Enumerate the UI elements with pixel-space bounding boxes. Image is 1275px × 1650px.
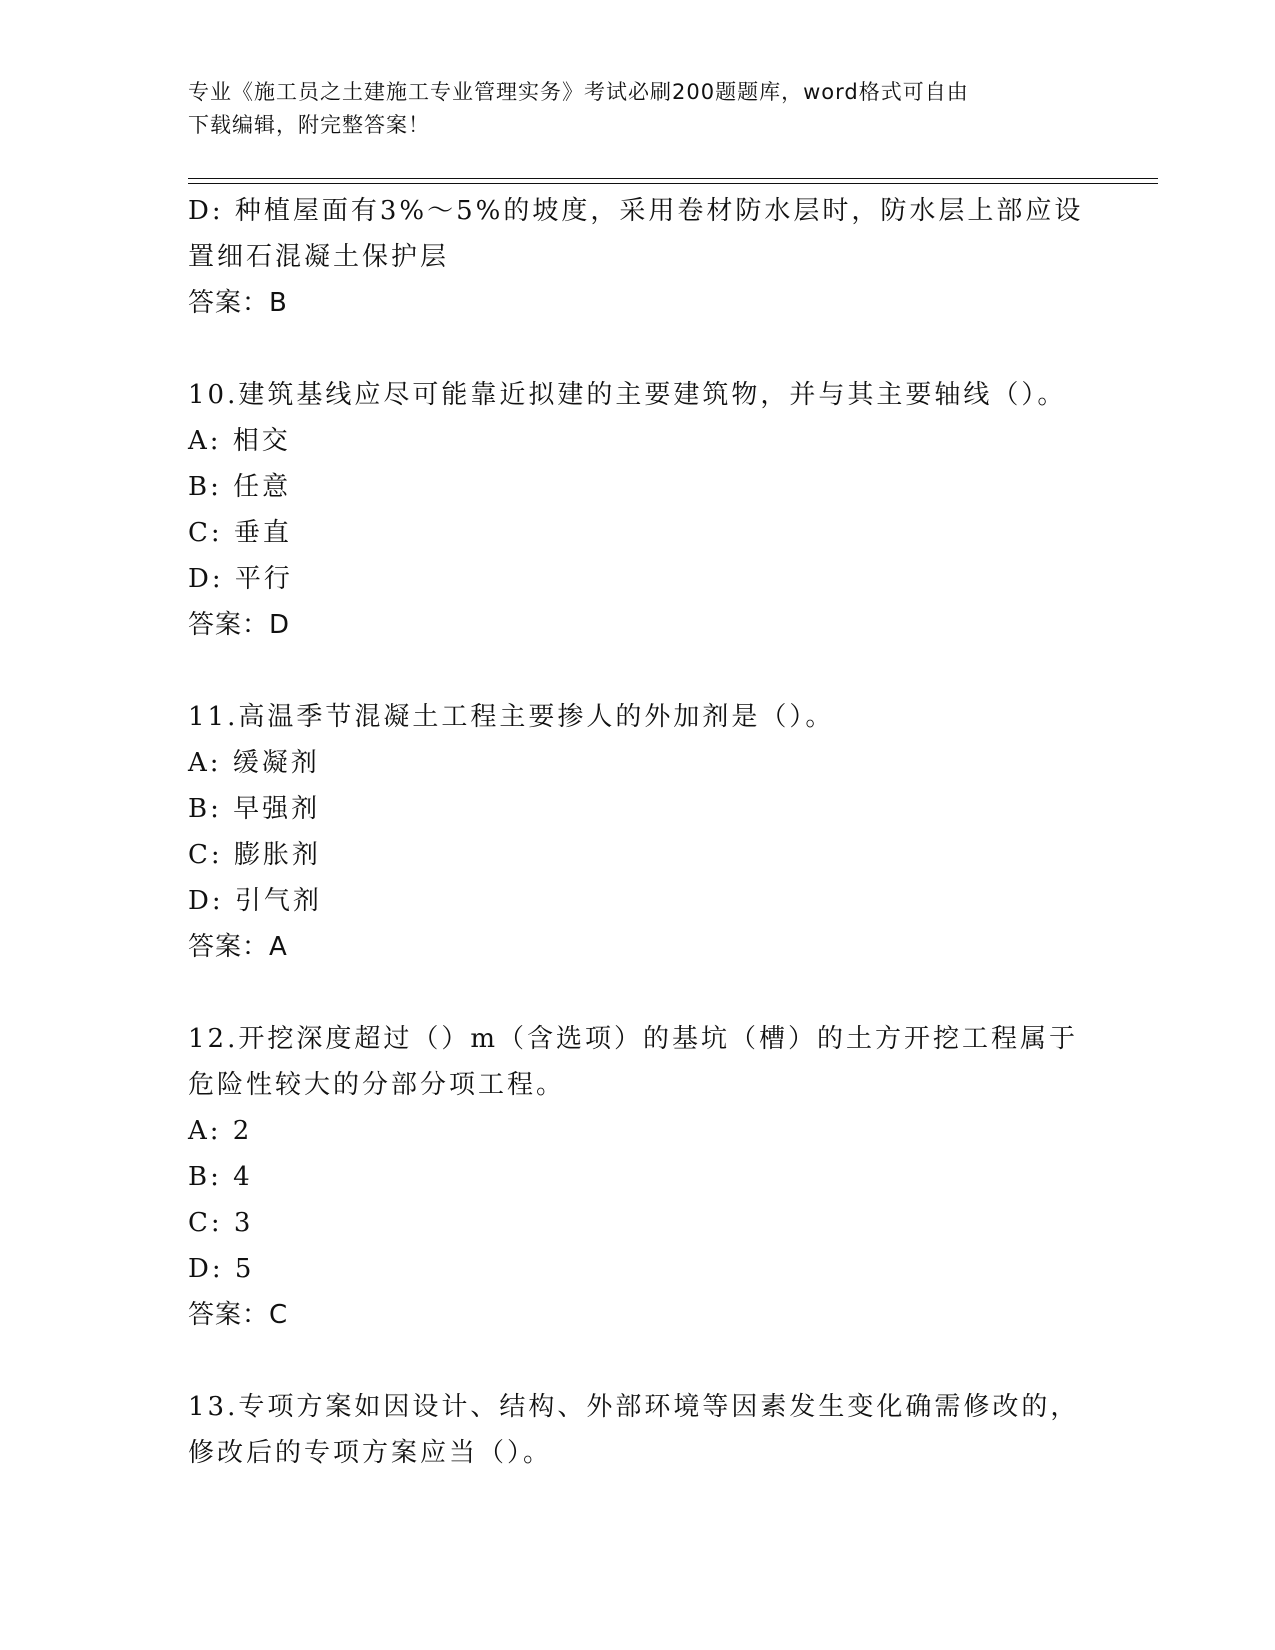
option-b: B: 任意 (188, 472, 292, 502)
document-header (188, 76, 1068, 142)
option-d: D: 种植屋面有3%～5%的坡度，采用卷材防水层时，防水层上部应设 (188, 196, 1084, 226)
answer-label: 答案：B (188, 288, 288, 318)
question-11 (188, 694, 1088, 970)
answer-label: 答案：C (188, 1300, 289, 1330)
option-b: B: 早强剂 (188, 794, 321, 824)
option-a: A: 相交 (188, 426, 291, 456)
option-d: D: 5 (188, 1254, 255, 1284)
option-a: A: 2 (188, 1116, 253, 1146)
spacer (188, 326, 1088, 372)
spacer (188, 970, 1088, 1016)
question-stem: 10.建筑基线应尽可能靠近拟建的主要建筑物，并与其主要轴线（）。 (188, 380, 1067, 410)
header-divider-top (188, 178, 1158, 179)
option-a: A: 缓凝剂 (188, 748, 320, 778)
option-b: B: 4 (188, 1162, 253, 1192)
option-d-continued: 置细石混凝土保护层 (188, 242, 450, 272)
question-13 (188, 1384, 1088, 1476)
header-divider-bottom (188, 183, 1158, 184)
header-line-2: 下载编辑，附完整答案！ (188, 113, 430, 137)
header-line-1: 专业《施工员之土建施工专业管理实务》考试必刷200题题库，word格式可自由 (188, 80, 969, 104)
question-12 (188, 1016, 1088, 1338)
spacer (188, 648, 1088, 694)
option-c: C: 垂直 (188, 518, 292, 548)
answer-label: 答案：D (188, 610, 291, 640)
question-10 (188, 372, 1088, 648)
spacer (188, 1338, 1088, 1384)
option-c: C: 3 (188, 1208, 254, 1238)
question-stem: 13.专项方案如因设计、结构、外部环境等因素发生变化确需修改的， (188, 1392, 1080, 1422)
question-stem-continued: 修改后的专项方案应当（）。 (188, 1438, 553, 1468)
question-list (188, 188, 1088, 1476)
question-stem: 11.高温季节混凝土工程主要掺人的外加剂是（）。 (188, 702, 835, 732)
answer-label: 答案：A (188, 932, 288, 962)
option-d: D: 平行 (188, 564, 293, 594)
question-stem: 12.开挖深度超过（）m（含选项）的基坑（槽）的土方开挖工程属于 (188, 1024, 1079, 1054)
option-d: D: 引气剂 (188, 886, 322, 916)
option-c: C: 膨胀剂 (188, 840, 321, 870)
question-stem-continued: 危险性较大的分部分项工程。 (188, 1070, 566, 1100)
question-9-tail (188, 188, 1088, 326)
